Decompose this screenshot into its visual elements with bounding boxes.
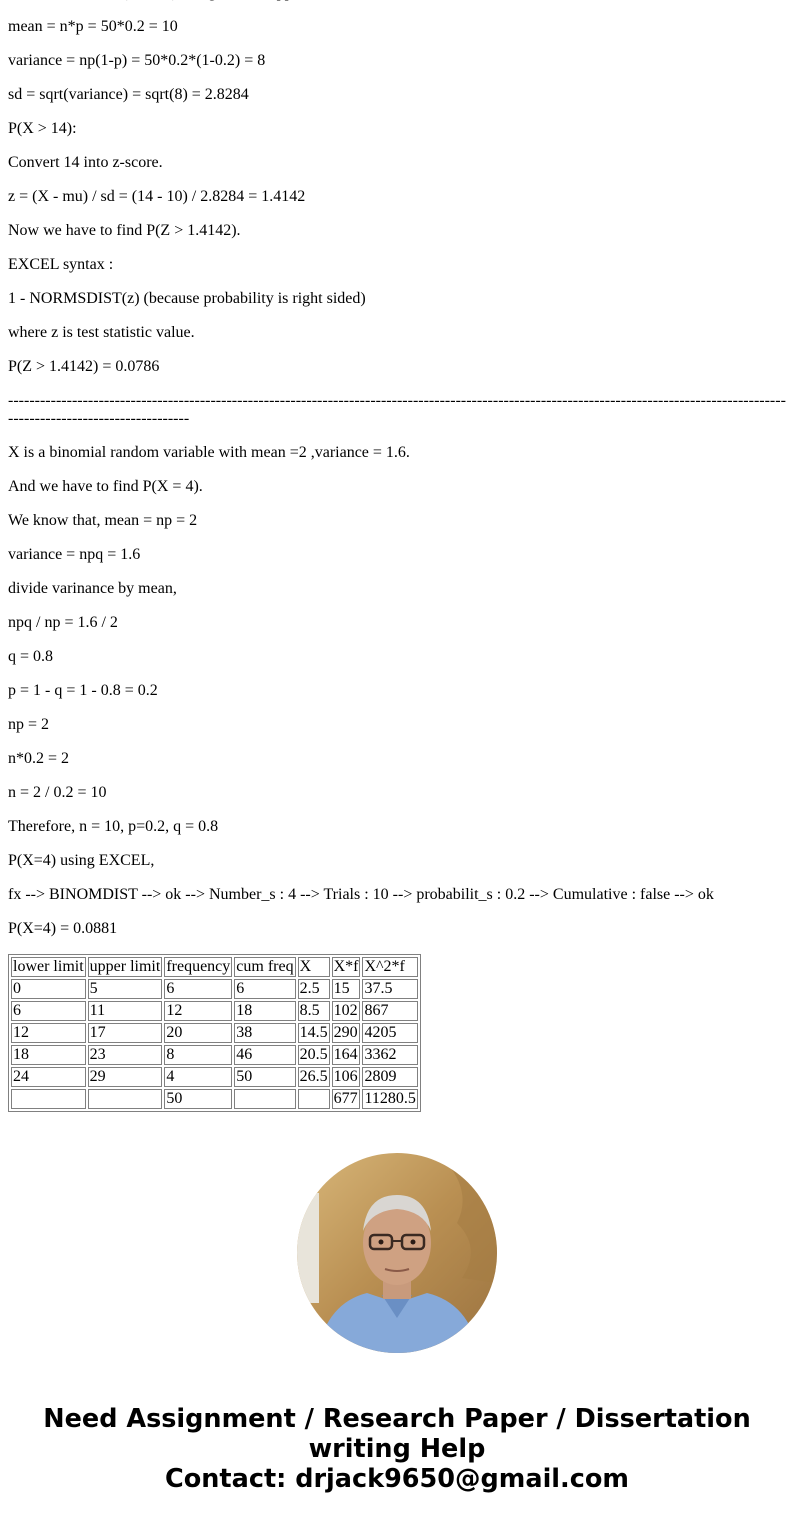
table-cell: 8.5: [298, 1001, 330, 1021]
column-header: cum freq: [236, 958, 294, 975]
table-cell: 11280.5: [364, 1090, 416, 1107]
table-cell: 23: [88, 1045, 163, 1065]
text-line: And we have to find P(X = 4).: [8, 478, 203, 495]
table-cell: 5: [88, 979, 163, 999]
table-cell: 2809: [362, 1067, 417, 1087]
table-row: [11, 1001, 418, 1021]
table-cell: 17: [88, 1023, 163, 1043]
text-line: Convert 14 into z-score.: [8, 154, 163, 171]
article-body: [8, 0, 786, 1112]
column-header: X: [298, 957, 330, 977]
table-cell: 102: [332, 1001, 361, 1021]
text-line: P(X > 14):: [8, 120, 77, 137]
table-row: [11, 1045, 418, 1065]
text-line: 1 - NORMSDIST(z) (because probability is right sided): [8, 290, 366, 307]
text-line: q = 0.8: [8, 648, 54, 665]
text-line: fx --> BINOMDIST --> ok --> Number_s : 4 --> Trials : 10 --> probabilit_s : 0.2 --> Cumulative : false --> ok: [8, 886, 714, 903]
text-line: npq / np = 1.6 / 2: [8, 614, 118, 631]
column-header: X^2*f: [362, 957, 417, 977]
table-cell: 11: [88, 1001, 163, 1021]
table-cell: 8: [164, 1045, 232, 1065]
table-cell: [88, 1089, 163, 1109]
text-line: z = (X - mu) / sd = (14 - 10) / 2.8284 = 1.4142: [8, 188, 306, 205]
column-header: X*f: [333, 958, 359, 975]
binomial-section: [8, 444, 786, 938]
table-cell: 677: [332, 1089, 361, 1109]
table-header-row: [11, 957, 418, 977]
table-row: [11, 1089, 418, 1109]
author-portrait-icon: [297, 1153, 497, 1353]
separator-line: ------------------------------------------------------------------------------------------------------------------------------------------------------------------------------------: [8, 392, 786, 427]
text-line: mean = n*p = 50*0.2 = 10: [8, 18, 178, 35]
table-cell: [234, 1089, 295, 1109]
table-cell: 106: [332, 1067, 361, 1087]
table-row: [11, 1023, 418, 1043]
table-cell: 0: [11, 979, 86, 999]
table-row: [11, 979, 418, 999]
table-cell: 29: [88, 1067, 163, 1087]
text-line: Now we have to find P(Z > 1.4142).: [8, 222, 241, 239]
text-line: n*0.2 = 2: [8, 750, 70, 767]
table-cell: 38: [234, 1023, 295, 1043]
table-cell: 50: [234, 1067, 295, 1087]
frequency-table: [8, 954, 421, 1112]
table-cell: 4: [164, 1067, 232, 1087]
text-line: n = 2 / 0.2 = 10: [8, 784, 107, 801]
table-cell: 37.5: [362, 979, 417, 999]
text-line: We know that, mean = np = 2: [8, 512, 198, 529]
table-cell: 12: [164, 1001, 232, 1021]
text-line: variance = npq = 1.6: [8, 546, 141, 563]
banner-contact: Contact: drjack9650@gmail.com: [165, 1464, 629, 1494]
table-row: [11, 1067, 418, 1087]
table-cell: 6: [11, 1001, 86, 1021]
text-line: sd = sqrt(variance) = sqrt(8) = 2.8284: [8, 86, 249, 103]
text-line: Therefore, n = 10, p=0.2, q = 0.8: [8, 818, 219, 835]
text-line: divide varinance by mean,: [8, 580, 177, 597]
table-cell: 2.5: [298, 979, 330, 999]
text-line: P(X=4) = 0.0881: [8, 920, 118, 937]
table-cell: 26.5: [299, 1068, 328, 1085]
assignment-help-banner: [0, 1404, 794, 1494]
table-cell: 6: [164, 979, 232, 999]
table-cell: 46: [234, 1045, 295, 1065]
table-cell: [11, 1089, 86, 1109]
column-header: lower limit: [13, 958, 84, 975]
table-cell: 4205: [362, 1023, 417, 1043]
table-cell: 867: [362, 1001, 417, 1021]
text-line: P(X=4) using EXCEL,: [8, 852, 155, 869]
banner-line-2: writing Help: [308, 1434, 486, 1464]
table-cell: 18: [234, 1001, 295, 1021]
table-cell: 50: [164, 1089, 232, 1109]
text-line: where z is test statistic value.: [8, 324, 195, 341]
table-cell: 12: [11, 1023, 86, 1043]
column-header: frequency: [166, 958, 231, 975]
table-cell: 20: [164, 1023, 232, 1043]
banner-line-1: Need Assignment / Research Paper / Dissertation: [43, 1404, 751, 1434]
text-line: X is a binomial random variable with mean =2 ,variance = 1.6.: [8, 444, 410, 461]
table-cell: 24: [11, 1067, 86, 1087]
table-cell: 18: [11, 1045, 86, 1065]
text-line: P(Z > 1.4142) = 0.0786: [8, 358, 160, 375]
table-cell: 20.5: [299, 1046, 328, 1063]
text-line: np = 2: [8, 716, 50, 733]
table-cell: 14.5: [299, 1024, 328, 1041]
column-header: upper limit: [89, 958, 161, 975]
table-cell: 3362: [362, 1045, 417, 1065]
text-line: p = 1 - q = 1 - 0.8 = 0.2: [8, 682, 158, 699]
table-cell: 6: [234, 979, 295, 999]
table-cell: [298, 1089, 330, 1109]
author-photo: [297, 1153, 497, 1353]
table-cell: 290: [332, 1023, 361, 1043]
text-line: [8, 0, 786, 2]
text-line: variance = np(1-p) = 50*0.2*(1-0.2) = 8: [8, 52, 266, 69]
table-body: [11, 979, 418, 1109]
normal-approx-section: [8, 0, 786, 376]
table-cell: 15: [332, 979, 361, 999]
table-cell: 164: [332, 1045, 361, 1065]
text-line: EXCEL syntax :: [8, 256, 114, 273]
